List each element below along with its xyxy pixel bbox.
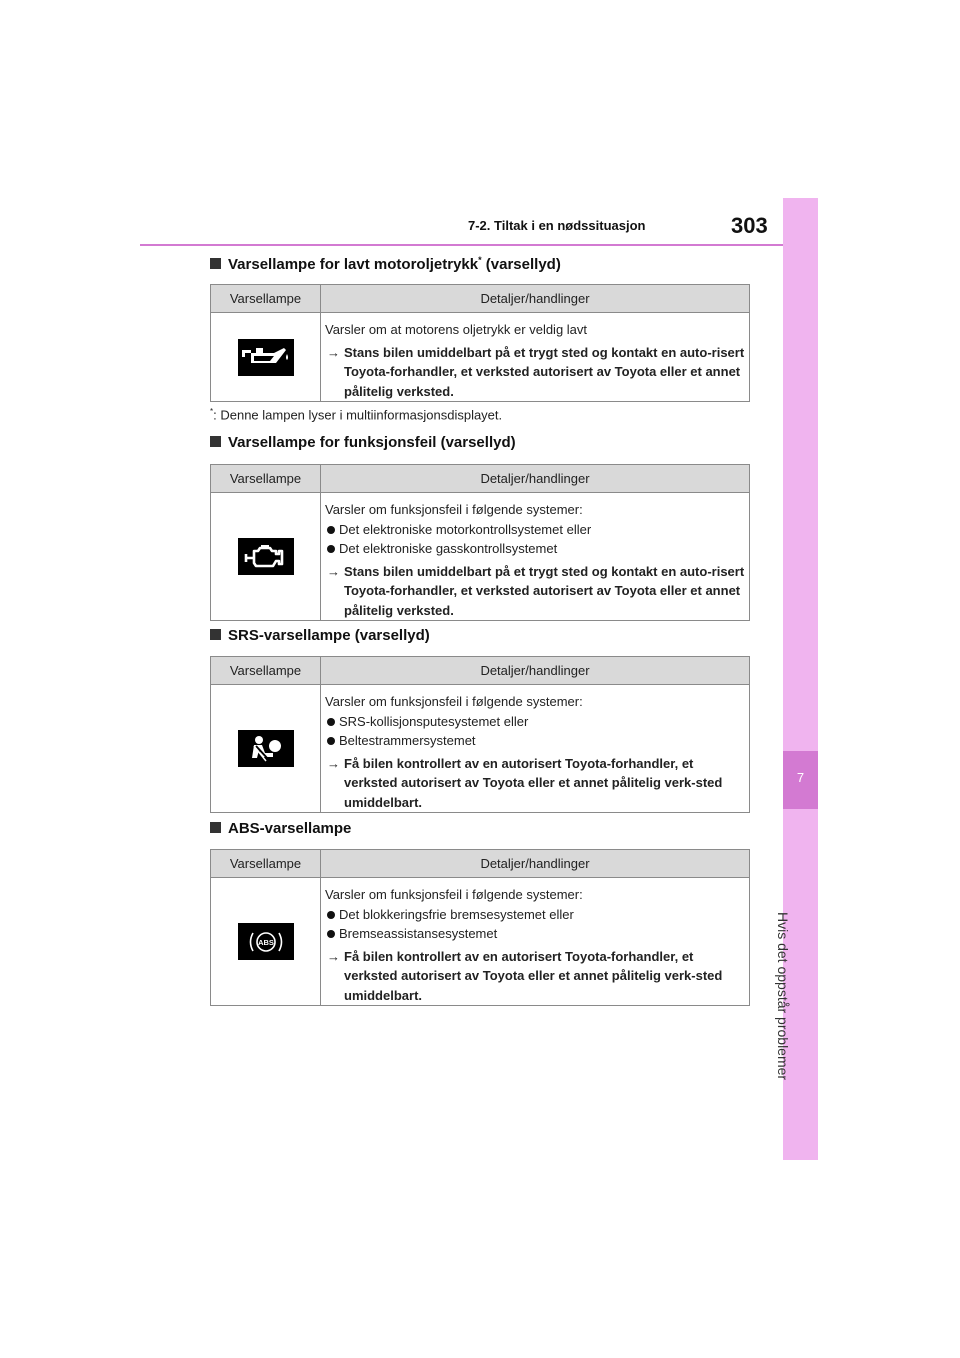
- details-cell: [321, 878, 749, 1005]
- list-item: Det elektroniske motorkontrollsystemet eller: [325, 520, 745, 540]
- warning-table-oil-pressure: [210, 284, 750, 402]
- table-row: [211, 493, 749, 620]
- srs-airbag-icon: [238, 730, 294, 767]
- warning-table-malfunction: [210, 464, 750, 621]
- list-item: Det blokkeringsfrie bremsesystemet eller: [325, 905, 745, 925]
- table-row: [211, 685, 749, 812]
- header-warning-light: Varsellampe: [211, 657, 321, 684]
- check-engine-icon: [238, 538, 294, 575]
- section-heading-malfunction: Varsellampe for funksjonsfeil (varsellyd): [210, 434, 516, 451]
- square-bullet-icon: [210, 436, 221, 447]
- action-text: → Stans bilen umiddelbart på et trygt sted og kontakt en auto-risert Toyota-forhandler, et verksted autorisert av Toyota eller et annet pålitelig verksted.: [327, 563, 745, 618]
- action-text: → Få bilen kontrollert av en autorisert Toyota-forhandler, et verksted autorisert av Toyota eller et annet pålitelig verk-sted umiddelbart.: [327, 948, 723, 1003]
- arrow-icon: →: [327, 948, 340, 964]
- section-heading-srs: SRS-varsellampe (varsellyd): [210, 627, 430, 644]
- chapter-title: Hvis det oppstår problemer: [775, 912, 791, 1081]
- icon-cell: [211, 878, 321, 1005]
- header-warning-light: Varsellampe: [211, 465, 321, 492]
- details-cell: [321, 313, 749, 401]
- section-heading-oil-pressure: Varsellampe for lavt motoroljetrykk* (varsellyd): [210, 255, 561, 273]
- table-header-row: [211, 465, 749, 493]
- header-details: Detaljer/handlinger: [480, 471, 590, 486]
- header-details: Detaljer/handlinger: [480, 291, 590, 306]
- abs-icon: [238, 923, 294, 960]
- arrow-icon: →: [327, 755, 340, 771]
- square-bullet-icon: [210, 822, 221, 833]
- header-details: Detaljer/handlinger: [480, 663, 590, 678]
- section-header: 7-2. Tiltak i en nødssituasjon: [468, 218, 646, 233]
- page-number: 303: [731, 213, 768, 238]
- details-cell: [321, 493, 749, 620]
- icon-cell: [211, 493, 321, 620]
- description-text: Varsler om funksjonsfeil i følgende systemer:: [325, 502, 583, 517]
- list-item: Bremseassistansesystemet: [325, 924, 745, 944]
- description-text: Varsler om at motorens oljetrykk er veldig lavt: [325, 322, 588, 337]
- table-header-row: [211, 850, 749, 878]
- table-row: [211, 878, 749, 1005]
- list-item: Det elektroniske gasskontrollsystemet: [325, 539, 745, 559]
- description-text: Varsler om funksjonsfeil i følgende systemer:: [325, 694, 583, 709]
- arrow-icon: →: [327, 563, 340, 579]
- description-text: Varsler om funksjonsfeil i følgende systemer:: [325, 887, 583, 902]
- header-warning-light: Varsellampe: [211, 285, 321, 312]
- list-item: Beltestrammersystemet: [325, 731, 745, 751]
- chapter-number: 7: [796, 770, 805, 785]
- details-cell: [321, 685, 749, 812]
- table-row: [211, 313, 749, 401]
- footnote-mark: *: [478, 255, 482, 265]
- section-heading-abs: ABS-varsellampe: [210, 820, 351, 837]
- header-divider: [140, 244, 783, 246]
- abs-label: ABS: [257, 937, 274, 947]
- square-bullet-icon: [210, 258, 221, 269]
- header-details: Detaljer/handlinger: [480, 856, 590, 871]
- list-item: SRS-kollisjonsputesystemet eller: [325, 712, 745, 732]
- warning-table-abs: [210, 849, 750, 1006]
- oil-pressure-icon: [238, 339, 294, 376]
- footnote: *: Denne lampen lyser i multiinformasjonsdisplayet.: [210, 407, 503, 423]
- action-text: → Stans bilen umiddelbart på et trygt sted og kontakt en auto-risert Toyota-forhandler, et verksted autorisert av Toyota eller et annet pålitelig verksted.: [327, 344, 745, 399]
- action-text: → Få bilen kontrollert av en autorisert Toyota-forhandler, et verksted autorisert av Toyota eller et annet pålitelig verk-sted umiddelbart.: [327, 755, 723, 810]
- icon-cell: [211, 685, 321, 812]
- arrow-icon: →: [327, 344, 340, 360]
- square-bullet-icon: [210, 629, 221, 640]
- chapter-side-tab: [775, 198, 818, 1160]
- icon-cell: [211, 313, 321, 401]
- table-header-row: [211, 657, 749, 685]
- table-header-row: [211, 285, 749, 313]
- header-warning-light: Varsellampe: [211, 850, 321, 877]
- warning-table-srs: [210, 656, 750, 813]
